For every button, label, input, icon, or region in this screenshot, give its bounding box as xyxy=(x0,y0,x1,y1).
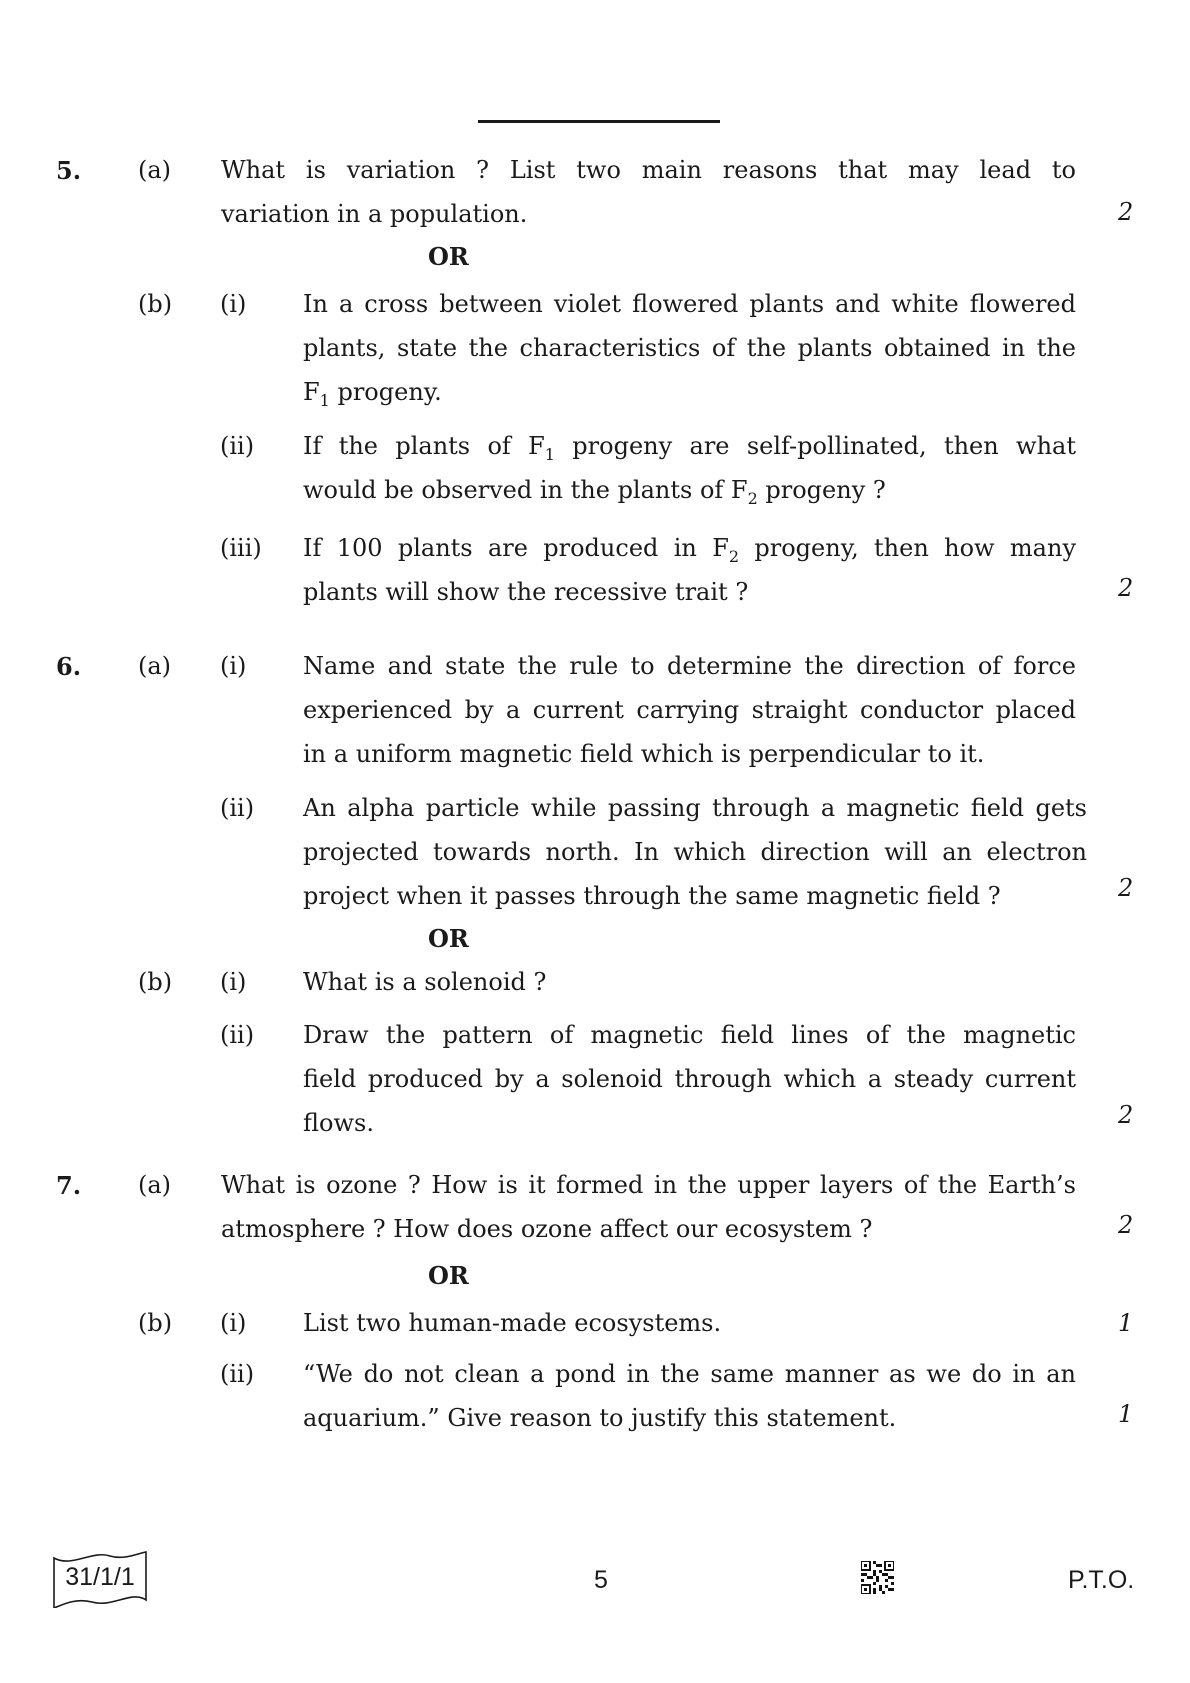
or-separator-7: OR xyxy=(428,1261,469,1290)
text-line: If 100 plants are produced in $F_2$ progeny, then how many xyxy=(303,534,1077,566)
question-6a-label: (a) xyxy=(138,652,172,680)
text-line: List two human-made ecosystems. xyxy=(303,1309,722,1337)
question-6b-marks: 2 xyxy=(1118,1101,1134,1129)
please-turn-over: P.T.O. xyxy=(1068,1566,1135,1594)
or-separator-5: OR xyxy=(428,242,469,271)
question-6a-i-label: (i) xyxy=(220,652,247,680)
text-line: in a uniform magnetic field which is perpendicular to it. xyxy=(303,740,985,768)
question-7b-ii-text xyxy=(303,1352,1076,1440)
question-5b-iii-label: (iii) xyxy=(220,534,262,562)
question-7a-text: What is ozone ? How is it formed in the upper layers of the Earth’s atmosphere ? How does ozone affect our ecosystem ? xyxy=(221,1171,1076,1243)
question-6b-ii-text xyxy=(303,1013,1076,1145)
question-5b-label: (b) xyxy=(138,290,173,318)
text-line: aquarium.” Give reason to justify this statement. xyxy=(303,1404,897,1432)
text-line: What is a solenoid ? xyxy=(303,968,547,996)
text-line: field produced by a solenoid through which a steady current xyxy=(303,1065,1076,1093)
text-line: In a cross between violet flowered plants and white flowered xyxy=(303,290,1076,318)
question-6a-ii-label: (ii) xyxy=(220,794,255,822)
question-5b-i-text xyxy=(303,282,1076,414)
question-5b-iii-text xyxy=(303,526,1076,614)
question-6-number: 6. xyxy=(56,652,82,681)
page-number: 5 xyxy=(594,1566,608,1594)
question-6a-marks: 2 xyxy=(1118,874,1134,902)
text-line: experienced by a current carrying straight conductor placed xyxy=(303,696,1076,724)
text-line: $F_1$ progeny. xyxy=(303,378,442,410)
text-line: If the plants of $F_1$ progeny are self-pollinated, then what xyxy=(303,432,1076,464)
question-7a-marks: 2 xyxy=(1118,1211,1134,1239)
qr-code-icon xyxy=(861,1561,894,1594)
question-5a-text: What is variation ? List two main reasons that may lead to variation in a population. xyxy=(221,156,1076,228)
question-7b-label: (b) xyxy=(138,1309,173,1337)
question-5b-i-label: (i) xyxy=(220,290,247,318)
question-6b-label: (b) xyxy=(138,968,173,996)
question-5b-ii-label: (ii) xyxy=(220,432,255,460)
text-line: plants, state the characteristics of the plants obtained in the xyxy=(303,334,1076,362)
question-6b-ii-label: (ii) xyxy=(220,1021,255,1049)
text-line: Draw the pattern of magnetic field lines of the magnetic xyxy=(303,1021,1076,1049)
top-separator-rule xyxy=(478,120,720,123)
question-7b-i-marks: 1 xyxy=(1118,1309,1134,1337)
text-line: project when it passes through the same magnetic field ? xyxy=(303,882,1001,910)
text-line: projected towards north. In which direction will an electron xyxy=(303,838,1087,866)
question-6b-i-text xyxy=(303,960,1076,1004)
question-6a-i-text xyxy=(303,644,1076,776)
question-7b-ii-marks: 1 xyxy=(1118,1400,1134,1428)
text-line: plants will show the recessive trait ? xyxy=(303,578,749,606)
question-7-number: 7. xyxy=(56,1171,82,1200)
question-7a-label: (a) xyxy=(138,1171,172,1199)
text-line: flows. xyxy=(303,1109,374,1137)
question-7b-i-text xyxy=(303,1301,1076,1345)
question-5b-marks: 2 xyxy=(1118,574,1134,602)
text-line: “We do not clean a pond in the same manner as we do in an xyxy=(303,1360,1076,1388)
question-7b-i-label: (i) xyxy=(220,1309,247,1337)
text-line: would be observed in the plants of $F_2$ progeny ? xyxy=(303,476,886,508)
question-6b-i-label: (i) xyxy=(220,968,247,996)
question-7b-ii-label: (ii) xyxy=(220,1360,255,1388)
paper-code: 31/1/1 xyxy=(65,1563,135,1591)
question-5a-label: (a) xyxy=(138,156,172,184)
question-5-number: 5. xyxy=(56,156,82,185)
question-5a-marks: 2 xyxy=(1118,198,1134,226)
or-separator-6: OR xyxy=(428,924,469,953)
text-line: An alpha particle while passing through a magnetic field gets xyxy=(303,794,1087,822)
question-5b-ii-text xyxy=(303,424,1076,512)
question-6a-ii-text xyxy=(303,786,1087,918)
text-line: Name and state the rule to determine the direction of force xyxy=(303,652,1076,680)
